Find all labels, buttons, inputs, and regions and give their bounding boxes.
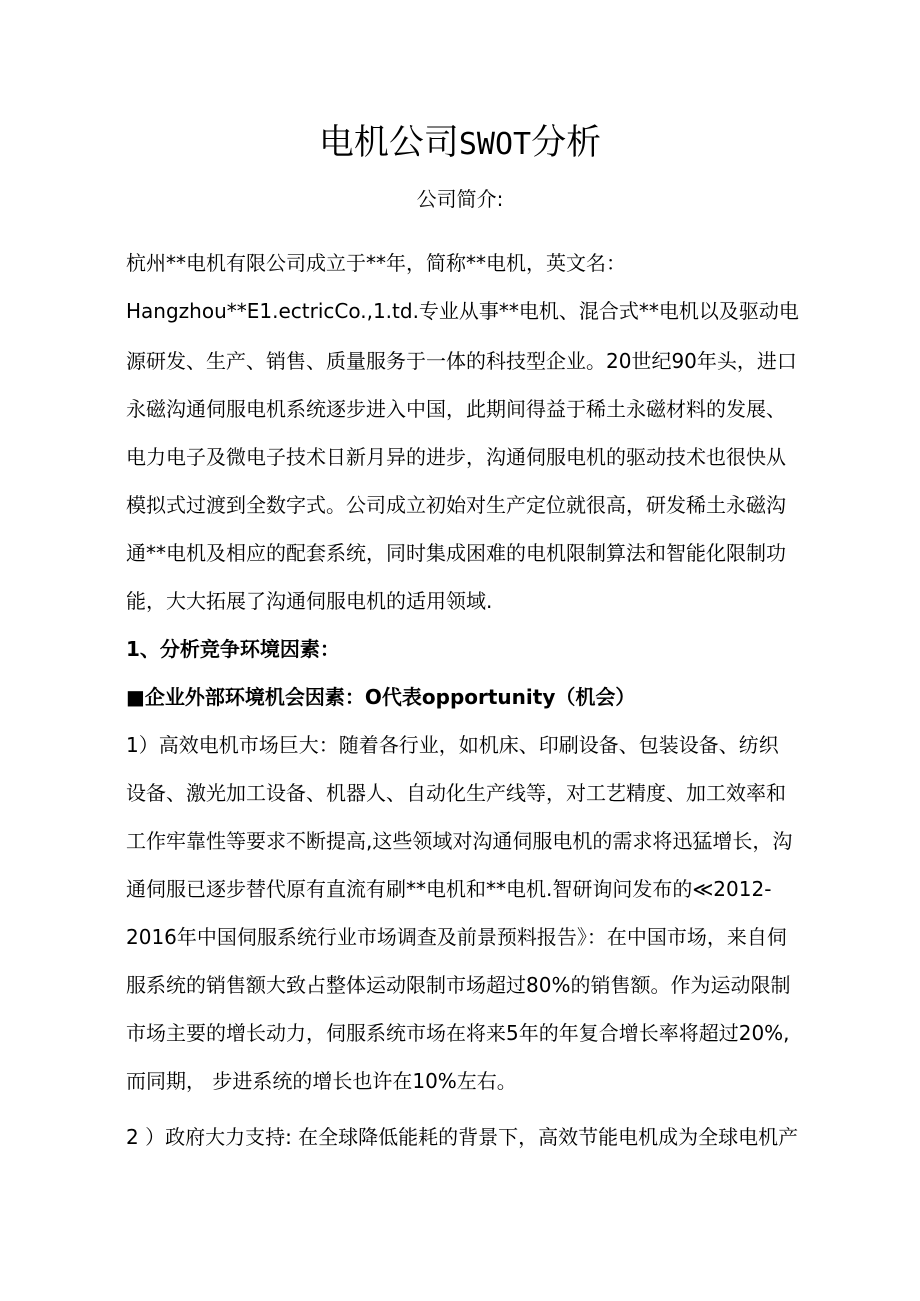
intro-line-1: 杭州**电机有限公司成立于**年，简称**电机，英文名： — [126, 251, 626, 275]
title-cn-a: 电机公司 — [318, 123, 459, 163]
item1-line-6: 服系统的销售额大致占整体运动限制市场超过80%的销售额。作为运动限制 — [126, 973, 791, 997]
item1-line-2: 设备、激光加工设备、机器人、自动化生产线等，对工艺精度、加工效率和 — [126, 781, 786, 805]
intro-line-6: 模拟式过渡到全数字式。公司成立初始对生产定位就很高，研发稀土永磁沟 — [126, 493, 786, 517]
intro-line-4: 永磁沟通伺服电机系统逐步进入中国，此期间得益于稀土永磁材料的发展、 — [126, 397, 786, 421]
item1-line-7: 市场主要的增长动力，伺服系统市场在将来5年的年复合增长率将超过20%, — [126, 1021, 790, 1045]
title-latin: SWOT — [458, 127, 532, 162]
page-title — [0, 118, 920, 170]
intro-line-8: 能，大大拓展了沟通伺服电机的适用领域. — [126, 589, 493, 613]
item1-line-4: 通伺服已逐步替代原有直流有刷**电机和**电机.智研询问发布的≪2012- — [126, 877, 772, 901]
opportunity-heading: ■企业外部环境机会因素：O代表opportunity（机会） — [126, 685, 636, 709]
item1-line-8: 而同期， 步进系统的增长也许在10%左右。 — [126, 1069, 517, 1093]
intro-line-7: 通**电机及相应的配套系统，同时集成困难的电机限制算法和智能化限制功 — [126, 541, 786, 565]
item1-line-3: 工作牢靠性等要求不断提高,这些领域对沟通伺服电机的需求将迅猛增长，沟 — [126, 829, 793, 853]
item1-line-1: 1）高效电机市场巨大：随着各行业，如机床、印刷设备、包装设备、纺织 — [126, 733, 779, 757]
item2-line-1: 2 ）政府大力支持: 在全球降低能耗的背景下，高效节能电机成为全球电机产 — [126, 1125, 799, 1149]
intro-line-3: 源研发、生产、销售、质量服务于一体的科技型企业。20世纪90年头，进口 — [126, 349, 797, 373]
item1-line-5: 2016年中国伺服系统行业市场调查及前景预料报告》：在中国市场，来自伺 — [126, 925, 787, 949]
section1-heading: 1、分析竞争环境因素： — [126, 637, 340, 661]
intro-line-5: 电力电子及微电子技术日新月异的进步，沟通伺服电机的驱动技术也很快从 — [126, 445, 786, 469]
intro-line-2: Hangzhou**E1.ectricCo.,1.td.专业从事**电机、混合式**电机以及驱动电 — [126, 299, 799, 323]
title-cn-b: 分析 — [531, 123, 602, 163]
subtitle: 公司简介: — [416, 187, 504, 211]
